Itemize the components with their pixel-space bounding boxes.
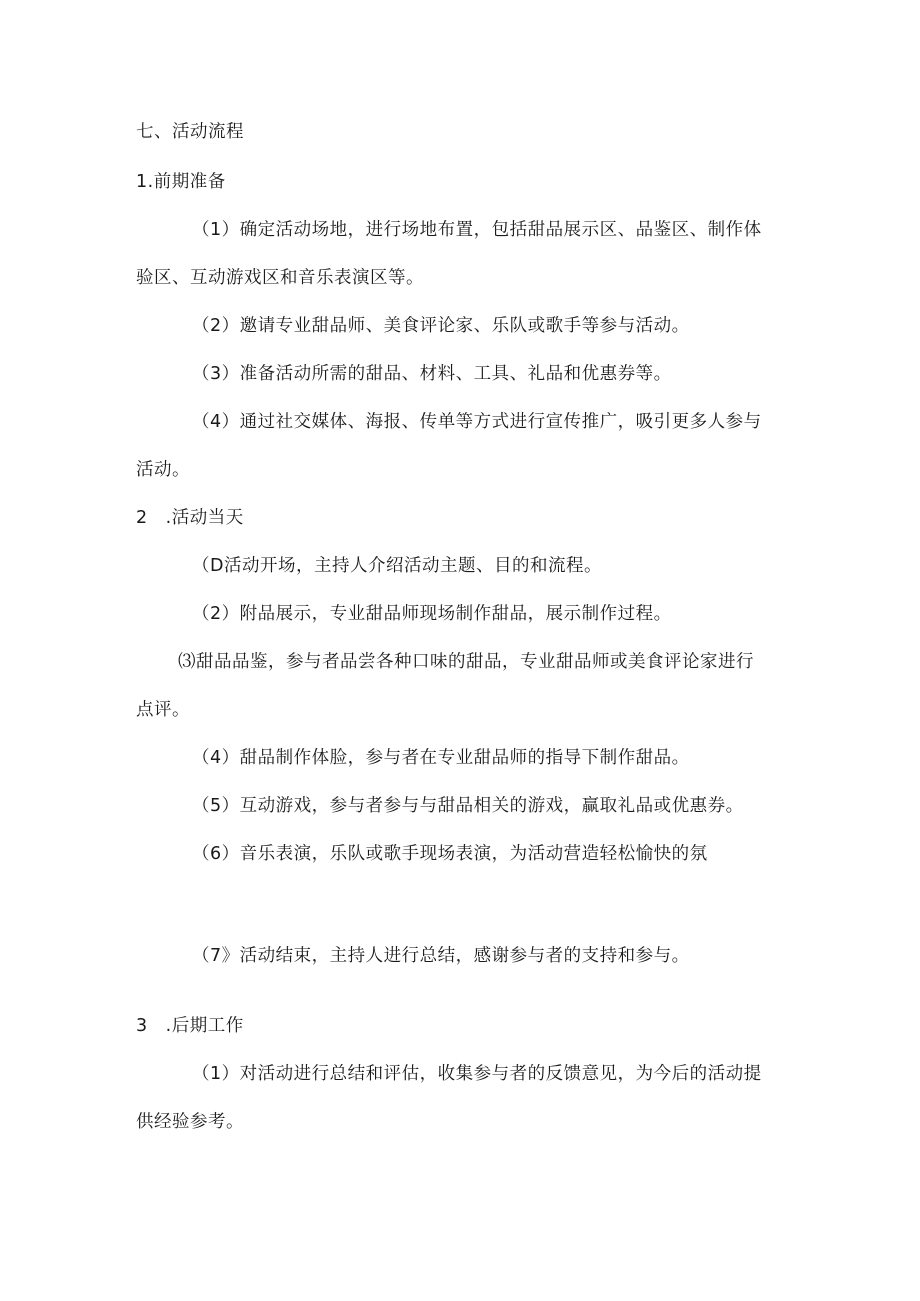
part2-item5: （5）互动游戏，参与者参与与甜品相关的游戏，赢取礼品或优惠券。 [192,796,744,816]
part1-item4-line1: （4）通过社交媒体、海报、传单等方式进行宣传推广，吸引更多人参与 [192,412,762,432]
part1-item3: （3）准备活动所需的甜品、材料、工具、礼品和优惠券等。 [192,364,672,384]
section-title: 七、活动流程 [136,122,244,142]
part2-item3-line2: 点评。 [136,700,190,720]
part1-heading: 1.前期准备 [136,172,226,192]
part2-item4: （4）甜品制作体脸，参与者在专业甜品师的指导下制作甜品。 [192,748,690,768]
part3-heading: 3 .后期工作 [136,1016,244,1036]
part2-item1: （D活动开场，主持人介绍活动主题、目的和流程。 [192,556,602,576]
part1-item2: （2）邀请专业甜品师、美食评论家、乐队或歌手等参与活动。 [192,316,690,336]
part2-item3-line1: ⑶甜品品鉴，参与者品尝各种口味的甜品，专业甜品师或美食评论家进行 [178,652,754,672]
part1-item1-line2: 验区、互动游戏区和音乐表演区等。 [136,268,424,288]
part2-item2: （2）附品展示，专业甜品师现场制作甜品，展示制作过程。 [192,604,672,624]
part3-item1-line2: 供经验参考。 [136,1112,244,1132]
part3-item1-line1: （1）对活动进行总结和评估，收集参与者的反馈意见，为今后的活动提 [192,1064,762,1084]
part2-item6: （6）音乐表演，乐队或歌手现场表演，为活动营造轻松愉快的氛 [192,844,708,864]
part1-item4-line2: 活动。 [136,460,190,480]
part1-item1-line1: （1）确定活动场地，进行场地布置，包括甜品展示区、品鉴区、制作体 [192,220,762,240]
part2-heading: 2 .活动当天 [136,508,244,528]
part2-item7: （7》活动结束，主持人进行总结，感谢参与者的支持和参与。 [192,946,690,966]
